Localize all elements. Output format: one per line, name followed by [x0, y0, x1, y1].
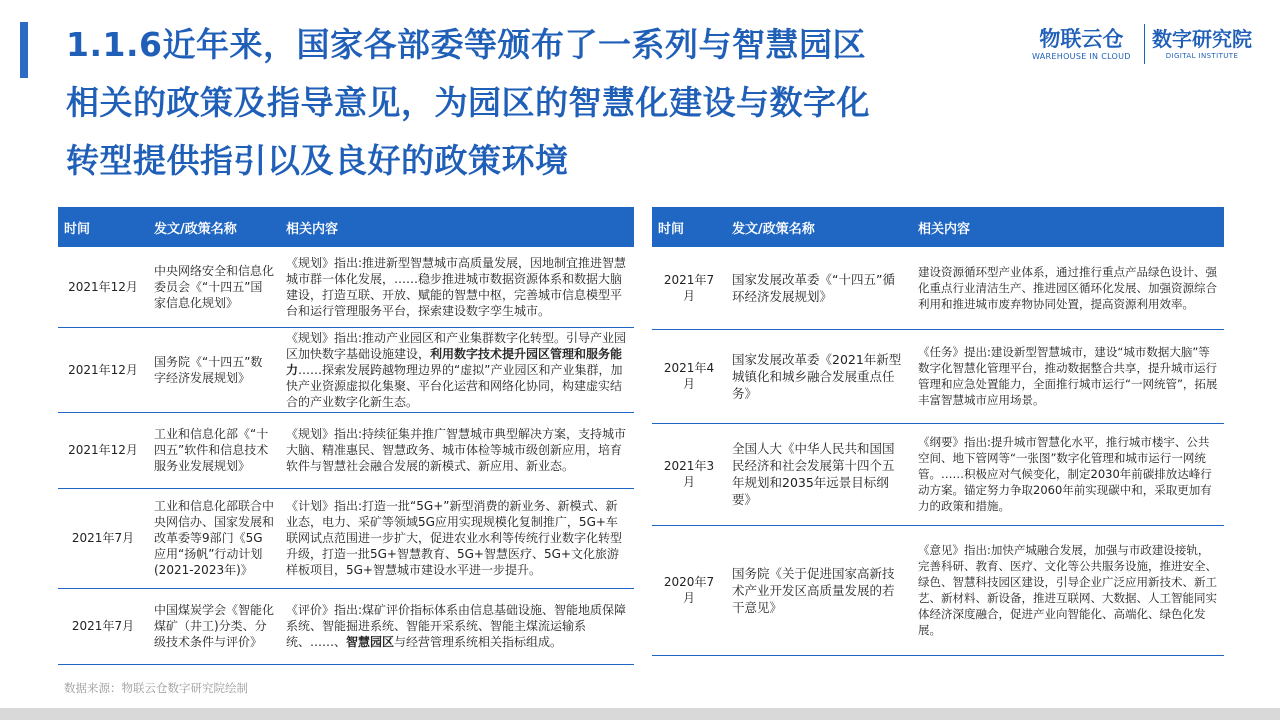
row-policy-name: 中国煤炭学会《智能化煤矿（井工)分类、分级技术条件与评价》: [148, 588, 280, 664]
page-title: [66, 16, 1026, 190]
table-row: [652, 525, 1224, 655]
logo-wic-en: WAREHOUSE IN CLOUD: [1032, 52, 1131, 61]
row-content: 《规划》指出:推进新型智慧城市高质量发展，因地制宜推进智慧城市群一体化发展，……稳步推进城市数据资源体系和数据大脑建设，打造互联、开放、赋能的智慧中枢，完善城市信息模型平台和运行管理服务平台，探索建设数字孪生城市。: [280, 247, 634, 327]
row-content: 《任务》提出:建设新型智慧城市，建设“城市数据大脑”等数字化智慧化管理平台，推动数据整合共享，提升城市运行管理和应急处置能力，全面推行城市运行“一网统管”，拓展丰富智慧城市应用场景。: [912, 329, 1224, 423]
row-policy-name: 国务院《关于促进国家高新技术产业开发区高质量发展的若干意见》: [726, 525, 912, 655]
row-content: 建设资源循环型产业体系，通过推行重点产品绿色设计、强化重点行业清洁生产、推进园区循环化发展、加强资源综合利用和推进城市废弃物协同处置，提高资源利用效率。: [912, 247, 1224, 329]
row-time: 2021年12月: [58, 327, 148, 412]
logo-divider: [1144, 24, 1145, 64]
row-time: 2021年7月: [58, 488, 148, 588]
row-policy-name: 国家发展改革委《“十四五”循环经济发展规划》: [726, 247, 912, 329]
table-row: [652, 423, 1224, 525]
digital-institute-logo: [1152, 26, 1264, 60]
row-time: 2021年7月: [58, 588, 148, 664]
header-time: 时间: [652, 207, 726, 247]
logo-wic-cn: 物联云仓: [1039, 27, 1124, 51]
row-time: 2021年4月: [652, 329, 726, 423]
title-line-2: 相关的政策及指导意见，为园区的智慧化建设与数字化: [66, 83, 870, 122]
table-row: [58, 412, 634, 488]
row-content: 《规划》指出:持续征集并推广智慧城市典型解决方案，支持城市大脑、精准惠民、智慧政务、城市体检等城市级创新应用，培育软件与智慧社会融合发展的新模式、新应用、新业态。: [280, 412, 634, 488]
row-time: 2021年12月: [58, 247, 148, 327]
logo-di-en: DIGITAL INSTITUTE: [1165, 52, 1239, 60]
bottom-bar: [0, 708, 1280, 720]
table-row: [58, 488, 634, 588]
row-content: 《意见》指出:加快产城融合发展，加强与市政建设接轨，完善科研、教育、医疗、文化等公共服务设施，推进安全、绿色、智慧科技园区建设，引导企业广泛应用新技术、新工艺、新材料、新设备，推进互联网、大数据、人工智能同实体经济深度融合，促进产业向智能化、高端化、绿色化发展。: [912, 525, 1224, 655]
header-time: 时间: [58, 207, 148, 247]
left-policy-table: [58, 207, 634, 665]
table-row: [652, 247, 1224, 329]
row-policy-name: 全国人大《中华人民共和国国民经济和社会发展第十四个五年规划和2035年远景目标纲要》: [726, 423, 912, 525]
header-content: 相关内容: [280, 207, 634, 247]
row-content: 《评价》指出:煤矿评价指标体系由信息基础设施、智能地质保障系统、智能掘进系统、智能开采系统、智能主煤流运输系统、……、智慧园区与经营管理系统相关指标组成。: [280, 588, 634, 664]
row-content: 《纲要》指出:提升城市智慧化水平，推行城市楼宇、公共空间、地下管网等“一张图”数字化管理和城市运行一网统管。……积极应对气候变化，制定2030年前碳排放达峰行动方案。锚定努力争取2060年前实现碳中和，采取更加有力的政策和措施。: [912, 423, 1224, 525]
header-policy-name: 发文/政策名称: [148, 207, 280, 247]
row-policy-name: 中央网络安全和信息化委员会《“十四五”国家信息化规划》: [148, 247, 280, 327]
row-time: 2021年7月: [652, 247, 726, 329]
logo-di-cn: 数字研究院: [1152, 27, 1252, 51]
table-row: [58, 247, 634, 327]
title-line-3: 转型提供指引以及良好的政策环境: [66, 141, 569, 180]
row-policy-name: 国家发展改革委《2021年新型城镇化和城乡融合发展重点任务》: [726, 329, 912, 423]
title-line-1: 1.1.6近年来，国家各部委等颁布了一系列与智慧园区: [66, 25, 866, 64]
header-content: 相关内容: [912, 207, 1224, 247]
table-row: [58, 588, 634, 664]
right-policy-table: [652, 207, 1224, 656]
row-policy-name: 工业和信息化部《“十四五”软件和信息技术服务业发展规划》: [148, 412, 280, 488]
data-source-note: 数据来源：物联云仓数字研究院绘制: [64, 681, 248, 695]
row-content: 《计划》指出:打造一批“5G+”新型消费的新业务、新模式、新业态，电力、采矿等领域5G应用实现规模化复制推广，5G+车联网试点范围进一步扩大，促进农业水利等传统行业数字化转型升级，打造一批5G+智慧教育、5G+智慧医疗、5G+文化旅游样板项目，5G+智慧城市建设水平进一步提升。: [280, 488, 634, 588]
row-time: 2020年7月: [652, 525, 726, 655]
table-row: [58, 327, 634, 412]
header-policy-name: 发文/政策名称: [726, 207, 912, 247]
table-row: [652, 329, 1224, 423]
row-time: 2021年12月: [58, 412, 148, 488]
row-policy-name: 工业和信息化部联合中央网信办、国家发展和改革委等9部门《5G应用“扬帆”行动计划(2021-2023年)》: [148, 488, 280, 588]
row-time: 2021年3月: [652, 423, 726, 525]
title-accent-bar: [20, 22, 28, 78]
row-content: 《规划》指出:推动产业园区和产业集群数字化转型。引导产业园区加快数字基础设施建设，利用数字技术提升园区管理和服务能力……探索发展跨越物理边界的“虚拟”产业园区和产业集群，加快产业资源虚拟化集聚、平台化运营和网络化协同，构建虚实结合的产业数字化新生态。: [280, 327, 634, 412]
warehouse-in-cloud-logo: [1032, 26, 1138, 61]
row-policy-name: 国务院《“十四五”数字经济发展规划》: [148, 327, 280, 412]
